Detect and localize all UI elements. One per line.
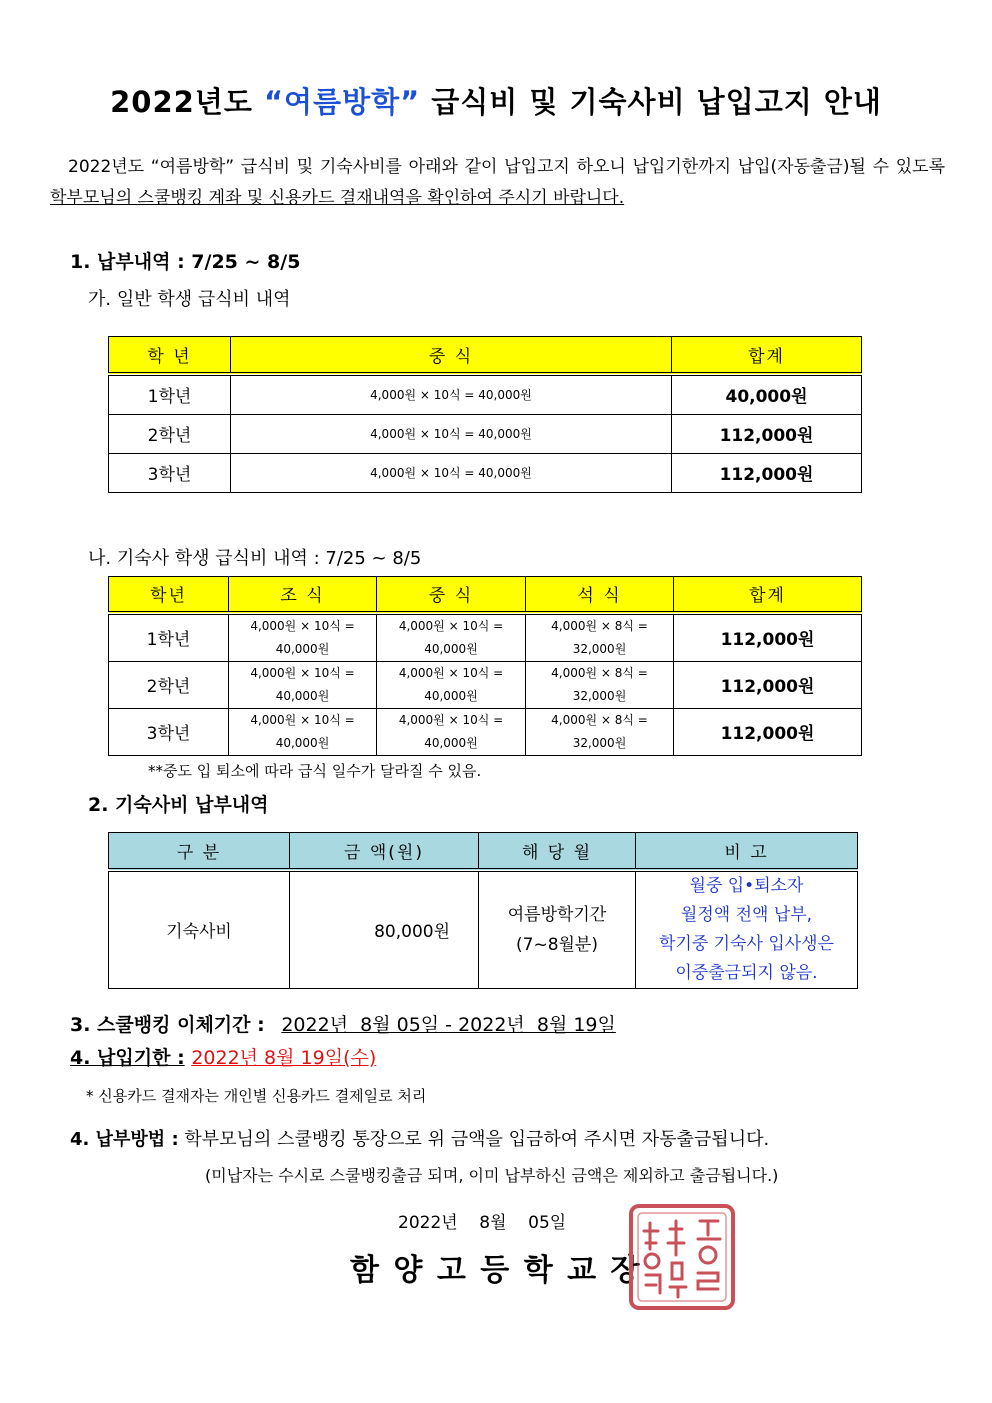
breakfast-cell: 4,000원 × 10식 = 40,000원 xyxy=(229,661,377,708)
sum-cell: 112,000원 xyxy=(674,613,862,662)
dinner-cell: 4,000원 × 8식 = 32,000원 xyxy=(526,661,674,708)
section1-sub-b: 나. 기숙사 학생 급식비 내역 : 7/25 ~ 8/5 xyxy=(88,548,422,569)
header-amount: 금 액(원) xyxy=(290,833,479,870)
section1-sub-a: 가. 일반 학생 급식비 내역 xyxy=(88,289,291,310)
school-seal-icon xyxy=(628,1203,736,1311)
section2-heading: 2. 기숙사비 납부내역 xyxy=(88,794,269,816)
table-row xyxy=(109,453,862,492)
deadline-date: 2022년 8월 19일(수) xyxy=(191,1047,377,1069)
method-sub: (미납자는 수시로 스쿨뱅킹출금 되며, 이미 납부하신 금액은 제외하고 출금됩니다.) xyxy=(205,1166,779,1185)
general-meal-table xyxy=(108,336,862,493)
sum-cell: 112,000원 xyxy=(672,453,862,492)
intro-plain: 2022년도 “여름방학” 급식비 및 기숙사비를 아래와 같이 납입고지 하오니 납입기한까지 납입(자동출금)될 수 있도록 xyxy=(68,157,945,177)
header-total: 합계 xyxy=(672,337,862,374)
formula-cell: 4,000원 × 10식 = 40,000원 xyxy=(231,374,672,415)
sum-cell: 112,000원 xyxy=(672,414,862,453)
dorm-meal-table xyxy=(108,576,862,756)
method-label: 4. 납부방법 : xyxy=(70,1129,179,1150)
transfer-period: 2022년 8월 05일 - 2022년 8월 19일 xyxy=(281,1014,616,1036)
title-year: 2022년도 xyxy=(110,85,253,119)
intro-paragraph xyxy=(50,152,945,214)
issue-date: 2022년 8월 05일 xyxy=(398,1213,567,1233)
header-month: 해 당 월 xyxy=(479,833,636,870)
grade-cell: 3학년 xyxy=(109,708,229,755)
signer: 함 양 고 등 학 교 장 xyxy=(350,1253,642,1288)
header-category: 구 분 xyxy=(109,833,290,870)
formula-cell: 4,000원 × 10식 = 40,000원 xyxy=(231,414,672,453)
table-row xyxy=(109,613,862,662)
header-grade: 학년 xyxy=(109,577,229,613)
section4-deadline xyxy=(70,1043,376,1070)
lunch-cell: 4,000원 × 10식 = 40,000원 xyxy=(377,661,526,708)
grade-cell: 1학년 xyxy=(109,613,229,662)
page-title xyxy=(0,80,992,121)
category-cell: 기숙사비 xyxy=(109,870,290,989)
formula-cell: 4,000원 × 10식 = 40,000원 xyxy=(231,453,672,492)
breakfast-cell: 4,000원 × 10식 = 40,000원 xyxy=(229,613,377,662)
title-highlight: “여름방학” xyxy=(263,85,421,119)
intro-underlined: 학부모님의 스쿨뱅킹 계좌 및 신용카드 결재내역을 확인하여 주시기 바랍니다. xyxy=(50,188,625,208)
section4-method xyxy=(70,1125,769,1151)
sum-cell: 112,000원 xyxy=(674,661,862,708)
table-row xyxy=(109,661,862,708)
sum-cell: 112,000원 xyxy=(674,708,862,755)
table-row xyxy=(109,870,858,989)
grade-cell: 2학년 xyxy=(109,414,231,453)
grade-cell: 3학년 xyxy=(109,453,231,492)
section3 xyxy=(70,1010,616,1037)
method-text: 학부모님의 스쿨뱅킹 통장으로 위 금액을 입금하여 주시면 자동출금됩니다. xyxy=(184,1129,770,1150)
dinner-cell: 4,000원 × 8식 = 32,000원 xyxy=(526,708,674,755)
breakfast-cell: 4,000원 × 10식 = 40,000원 xyxy=(229,708,377,755)
table-row xyxy=(109,414,862,453)
header-dinner: 석 식 xyxy=(526,577,674,613)
lunch-cell: 4,000원 × 10식 = 40,000원 xyxy=(377,708,526,755)
meal-days-note: **중도 입 퇴소에 따라 급식 일수가 달라질 수 있음. xyxy=(148,762,482,780)
header-remark: 비 고 xyxy=(636,833,858,870)
dinner-cell: 4,000원 × 8식 = 32,000원 xyxy=(526,613,674,662)
title-rest: 급식비 및 기숙사비 납입고지 안내 xyxy=(431,85,882,119)
dorm-fee-table xyxy=(108,832,858,989)
header-total: 합계 xyxy=(674,577,862,613)
header-lunch: 중 식 xyxy=(377,577,526,613)
credit-card-note: * 신용카드 결재자는 개인별 신용카드 결제일로 처리 xyxy=(86,1087,427,1105)
section1-heading: 1. 납부내역 : 7/25 ~ 8/5 xyxy=(70,251,301,273)
header-lunch: 중 식 xyxy=(231,337,672,374)
section3-label: 3. 스쿨뱅킹 이체기간 : xyxy=(70,1014,265,1036)
table-row xyxy=(109,374,862,415)
amount-cell: 80,000원 xyxy=(290,870,479,989)
grade-cell: 1학년 xyxy=(109,374,231,415)
grade-cell: 2학년 xyxy=(109,661,229,708)
deadline-label: 4. 납입기한 : xyxy=(70,1047,185,1069)
table-row xyxy=(109,708,862,755)
remark-cell: 월중 입•퇴소자 월정액 전액 납부, 학기중 기숙사 입사생은 이중출금되지 않음. xyxy=(636,870,858,989)
header-breakfast: 조 식 xyxy=(229,577,377,613)
lunch-cell: 4,000원 × 10식 = 40,000원 xyxy=(377,613,526,662)
header-grade: 학 년 xyxy=(109,337,231,374)
sum-cell: 40,000원 xyxy=(672,374,862,415)
month-cell: 여름방학기간 (7~8월분) xyxy=(479,870,636,989)
